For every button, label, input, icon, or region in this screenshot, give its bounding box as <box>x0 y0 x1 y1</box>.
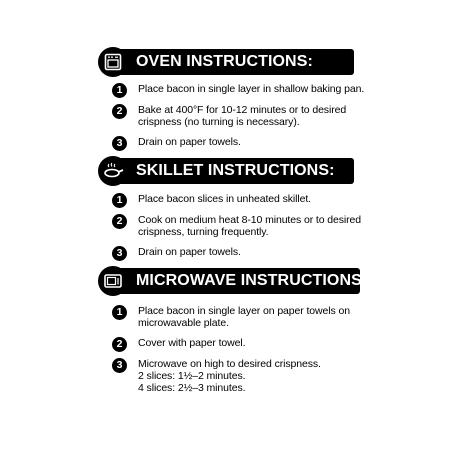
step-number-badge: 3 <box>112 358 127 373</box>
step-text-line: Place bacon slices in unheated skillet. <box>138 193 311 205</box>
step-number-badge: 2 <box>112 214 127 229</box>
step-text-line: Place bacon in single layer in shallow baking pan. <box>138 83 365 95</box>
step-text <box>138 83 363 95</box>
step-text-line: Microwave on high to desired crispness. <box>138 358 321 370</box>
oven-icon <box>98 47 128 77</box>
step-text-line: crispness, turning frequently. <box>138 226 269 238</box>
oven-header <box>98 47 354 77</box>
step-text-line: Cook on medium heat 8-10 minutes or to desired <box>138 214 362 226</box>
step-number-badge: 3 <box>112 136 127 151</box>
step-text <box>138 214 363 238</box>
microwave-icon <box>98 266 128 296</box>
step-text-line: 2 slices: 1½–2 minutes. <box>138 370 246 382</box>
skillet-header <box>98 156 354 186</box>
skillet-icon <box>98 156 128 186</box>
step-text-line: 4 slices: 2½–3 minutes. <box>138 382 246 394</box>
step-number-badge: 1 <box>112 305 127 320</box>
step-number-badge: 2 <box>112 104 127 119</box>
step-text <box>138 193 363 205</box>
step-number-badge: 1 <box>112 193 127 208</box>
step-text <box>138 305 363 329</box>
oven-title: OVEN INSTRUCTIONS: <box>136 53 313 70</box>
step-text <box>138 104 363 128</box>
step-text-line: Drain on paper towels. <box>138 246 241 258</box>
step-text <box>138 136 363 148</box>
step-text-line: Bake at 400°F for 10-12 minutes or to desired <box>138 104 347 116</box>
step-text <box>138 358 363 394</box>
step-text-line: microwavable plate. <box>138 317 229 329</box>
step-number-badge: 2 <box>112 337 127 352</box>
step-text <box>138 337 363 349</box>
step-number-badge: 3 <box>112 246 127 261</box>
microwave-title: MICROWAVE INSTRUCTIONS: <box>136 272 368 289</box>
step-number-badge: 1 <box>112 83 127 98</box>
step-text <box>138 246 363 258</box>
skillet-title: SKILLET INSTRUCTIONS: <box>136 162 335 179</box>
step-text-line: crispness (no turning is necessary). <box>138 116 300 128</box>
step-text-line: Place bacon in single layer on paper towels on <box>138 305 350 317</box>
microwave-header <box>98 266 368 296</box>
step-text-line: Cover with paper towel. <box>138 337 246 349</box>
step-text-line: Drain on paper towels. <box>138 136 241 148</box>
